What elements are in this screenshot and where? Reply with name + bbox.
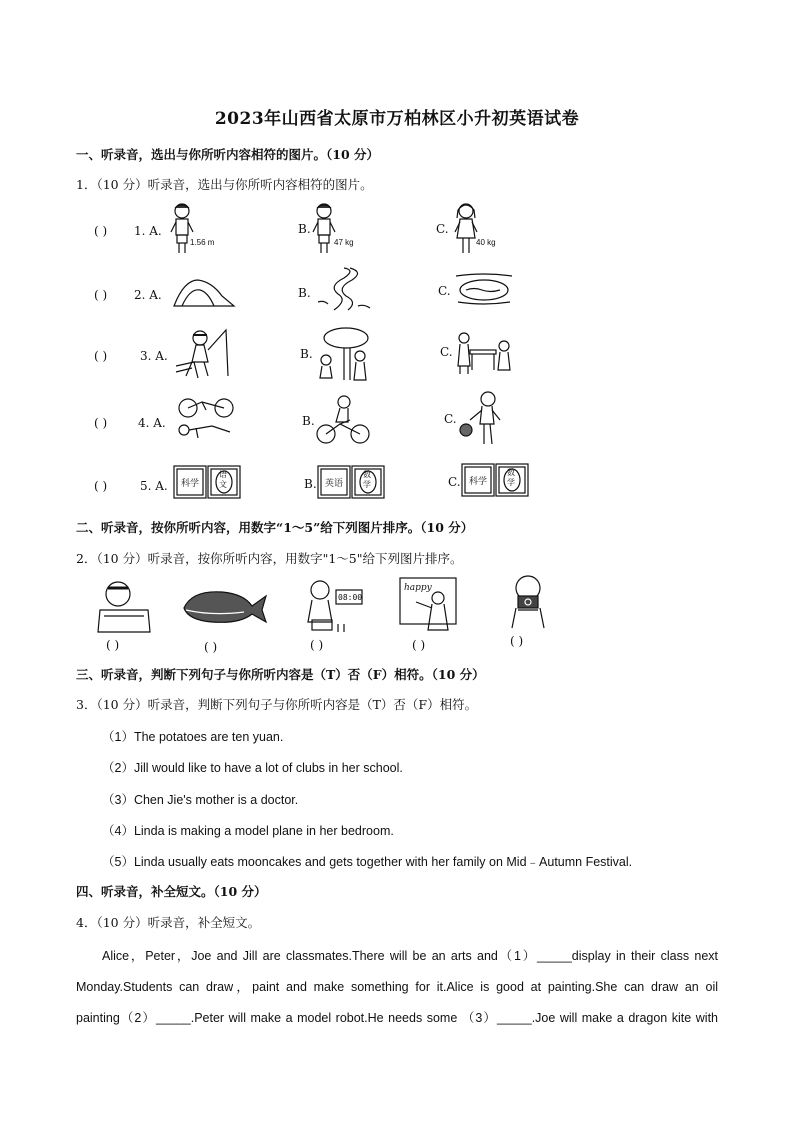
tf-item: （3）Chen Jie's mother is a doctor. (102, 793, 299, 807)
sick-in-bed-icon (94, 576, 154, 636)
boy-standing-icon (168, 202, 196, 256)
option-label: 3. A. (140, 349, 168, 363)
taking-photo-icon (508, 574, 550, 630)
book-label: 数学 (507, 468, 515, 487)
clock-time: 08:00 (338, 593, 363, 602)
weight-label: 47 kg (334, 238, 354, 247)
answer-bracket[interactable]: ( ) (310, 638, 324, 652)
option-label: C. (436, 222, 449, 236)
section4-question: 4．（10 分）听录音，补全短文。 (76, 915, 261, 930)
boy-eating-breakfast-icon (302, 576, 364, 634)
fishing-boy-icon (172, 326, 232, 382)
tf-item: （1）The potatoes are ten yuan. (102, 730, 284, 744)
whale-icon (182, 586, 268, 626)
board-text: happy (404, 583, 432, 593)
option-label: 2. A. (134, 288, 162, 302)
answer-bracket[interactable]: ( ) (94, 416, 108, 430)
book-label: 英语 (325, 479, 344, 489)
falling-off-bike-icon (172, 396, 240, 440)
section3-heading: 三、听录音，判断下列句子与你所听内容是（T）否（F）相符。（10 分） (76, 667, 485, 682)
answer-bracket[interactable]: ( ) (94, 349, 108, 363)
people-at-table-icon (456, 330, 514, 376)
passage-line: Monday.Students can draw，paint and make something for it.Alice is good at painting.She can draw an oil (76, 980, 718, 994)
boy-with-ball-icon (456, 390, 506, 448)
option-label: C. (438, 284, 451, 298)
answer-bracket[interactable]: ( ) (204, 640, 218, 654)
option-label: 1. A. (134, 224, 162, 238)
section2-heading: 二、听录音，按你所听内容，用数字“1～5”给下列图片排序。（10 分） (76, 520, 474, 535)
passage-line: Alice，Peter，Joe and Jill are classmates.There will be an arts and（1）_____display in their class next (102, 949, 718, 963)
boy-standing-icon (310, 202, 338, 256)
answer-bracket[interactable]: ( ) (94, 479, 108, 493)
option-label: 4. A. (138, 416, 166, 430)
section3-question: 3．（10 分）听录音，判断下列句子与你所听内容是（T）否（F）相符。 (76, 697, 478, 712)
answer-bracket[interactable]: ( ) (412, 638, 426, 652)
book-label: 科学 (469, 477, 488, 487)
section2-question: 2．（10 分）听录音，按你所听内容，用数字"1～5"给下列图片排序。 (76, 551, 463, 566)
section1-question: 1．（10 分）听录音，选出与你所听内容相符的图片。 (76, 177, 373, 192)
height-label: 1.56 m (190, 238, 215, 247)
riding-bike-icon (316, 394, 370, 446)
option-label: B. (300, 347, 313, 361)
weight-label: 40 kg (476, 238, 496, 247)
answer-bracket[interactable]: ( ) (94, 224, 108, 238)
picnic-under-tree-icon (316, 326, 372, 382)
option-label: 5. A. (140, 479, 168, 493)
book-label: 语文 (219, 470, 227, 489)
tf-item: （5）Linda usually eats mooncakes and gets together with her family on Mid﹣Autumn Festival. (102, 855, 633, 869)
girl-standing-icon (452, 202, 480, 256)
book-label: 数学 (363, 470, 371, 489)
mountain-icon (172, 276, 236, 308)
page-title: 2023年山西省太原市万柏林区小升初英语试卷 (214, 109, 580, 129)
section1-heading: 一、听录音，选出与你所听内容相符的图片。（10 分） (76, 147, 379, 162)
option-label: C. (448, 475, 461, 489)
answer-bracket[interactable]: ( ) (94, 288, 108, 302)
option-label: C. (444, 412, 457, 426)
option-label: B. (298, 286, 311, 300)
option-label: B. (302, 414, 315, 428)
answer-bracket[interactable]: ( ) (510, 634, 524, 648)
book-label: 科学 (181, 479, 200, 489)
tf-item: （2）Jill would like to have a lot of clubs in her school. (102, 761, 403, 775)
option-label: B. (298, 222, 311, 236)
section4-heading: 四、听录音，补全短文。（10 分） (76, 884, 267, 899)
option-label: C. (440, 345, 453, 359)
option-label: B. (304, 477, 317, 491)
answer-bracket[interactable]: ( ) (106, 638, 120, 652)
passage-line: painting（2）_____.Peter will make a model robot.He needs some （3）_____.Joe will make a dragon kite with (76, 1011, 718, 1025)
tf-item: （4）Linda is making a model plane in her bedroom. (102, 824, 394, 838)
lake-icon (454, 272, 514, 306)
river-icon (314, 266, 372, 312)
